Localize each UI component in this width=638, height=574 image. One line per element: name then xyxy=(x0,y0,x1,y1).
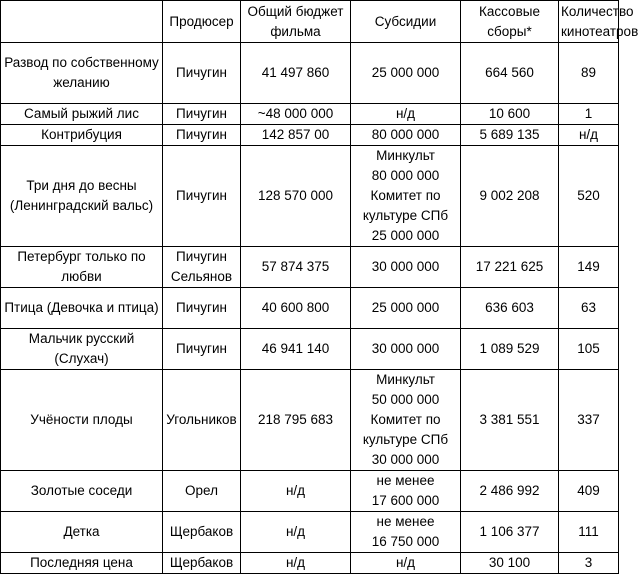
cell-boxoffice: 17 221 625 xyxy=(461,247,559,288)
subsidy-line: 25 000 000 xyxy=(371,228,440,243)
cell-theaters: н/д xyxy=(559,125,619,146)
table-row xyxy=(1,125,619,146)
subsidy-line: 25 000 000 xyxy=(371,65,440,80)
cell-budget: н/д xyxy=(241,512,351,553)
cell-title: Контрибуция xyxy=(1,125,163,146)
table-body xyxy=(1,43,619,574)
table-row xyxy=(1,288,619,329)
cell-title: Развод по собственному желанию xyxy=(1,43,163,104)
cell-producer: Пичугин xyxy=(163,125,241,146)
cell-theaters: 149 xyxy=(559,247,619,288)
cell-budget: 46 941 140 xyxy=(241,329,351,370)
subsidy-line: н/д xyxy=(395,555,416,570)
subsidy-line: не менее xyxy=(376,473,435,488)
cell-subsidy xyxy=(351,370,461,471)
cell-boxoffice: 1 089 529 xyxy=(461,329,559,370)
cell-budget: н/д xyxy=(241,471,351,512)
cell-subsidy xyxy=(351,104,461,125)
cell-boxoffice: 664 560 xyxy=(461,43,559,104)
header-boxoffice: Кассовые сборы* xyxy=(461,1,559,43)
cell-budget: 142 857 00 xyxy=(241,125,351,146)
cell-theaters: 111 xyxy=(559,512,619,553)
cell-boxoffice: 3 381 551 xyxy=(461,370,559,471)
cell-producer: Угольников xyxy=(163,370,241,471)
table-row xyxy=(1,471,619,512)
cell-subsidy xyxy=(351,329,461,370)
subsidy-line: 30 000 000 xyxy=(371,259,440,274)
table-row xyxy=(1,553,619,574)
subsidy-line: 80 000 000 xyxy=(371,127,440,142)
table-row xyxy=(1,247,619,288)
header-subsidy: Субсидии xyxy=(351,1,461,43)
subsidy-line: Комитет по xyxy=(370,412,441,427)
subsidy-line: н/д xyxy=(395,106,416,121)
cell-subsidy xyxy=(351,288,461,329)
cell-budget: 40 600 800 xyxy=(241,288,351,329)
cell-subsidy xyxy=(351,247,461,288)
cell-budget: 128 570 000 xyxy=(241,146,351,247)
cell-theaters: 63 xyxy=(559,288,619,329)
header-budget: Общий бюджет фильма xyxy=(241,1,351,43)
subsidy-line: культуре СПб xyxy=(362,208,449,223)
cell-title: Три дня до весны (Ленинградский вальс) xyxy=(1,146,163,247)
cell-producer: Щербаков xyxy=(163,553,241,574)
table-row xyxy=(1,43,619,104)
subsidy-line: Минкульт xyxy=(376,372,435,387)
table-row xyxy=(1,370,619,471)
cell-boxoffice: 9 002 208 xyxy=(461,146,559,247)
cell-theaters: 337 xyxy=(559,370,619,471)
cell-theaters: 1 xyxy=(559,104,619,125)
subsidy-line: 17 600 000 xyxy=(371,493,440,508)
header-title xyxy=(1,1,163,43)
cell-boxoffice: 636 603 xyxy=(461,288,559,329)
cell-producer: Пичугин Сельянов xyxy=(163,247,241,288)
cell-budget: 41 497 860 xyxy=(241,43,351,104)
cell-subsidy xyxy=(351,471,461,512)
cell-theaters: 89 xyxy=(559,43,619,104)
subsidy-line: Комитет по xyxy=(370,188,441,203)
cell-boxoffice: 1 106 377 xyxy=(461,512,559,553)
cell-producer: Щербаков xyxy=(163,512,241,553)
header-producer: Продюсер xyxy=(163,1,241,43)
subsidy-line: Минкульт xyxy=(376,148,435,163)
cell-theaters: 105 xyxy=(559,329,619,370)
cell-subsidy xyxy=(351,125,461,146)
cell-producer: Орел xyxy=(163,471,241,512)
cell-producer: Пичугин xyxy=(163,288,241,329)
subsidy-line: 80 000 000 xyxy=(371,168,440,183)
subsidy-line: не менее xyxy=(376,514,435,529)
cell-title: Самый рыжий лис xyxy=(1,104,163,125)
cell-subsidy xyxy=(351,43,461,104)
cell-title: Детка xyxy=(1,512,163,553)
cell-boxoffice: 2 486 992 xyxy=(461,471,559,512)
subsidy-line: 30 000 000 xyxy=(371,452,440,467)
cell-boxoffice: 5 689 135 xyxy=(461,125,559,146)
cell-title: Птица (Девочка и птица) xyxy=(1,288,163,329)
subsidy-line: 16 750 000 xyxy=(371,534,440,549)
table-row xyxy=(1,512,619,553)
header-theaters: Количество кинотеатров xyxy=(559,1,619,43)
cell-theaters: 3 xyxy=(559,553,619,574)
table-row xyxy=(1,146,619,247)
subsidy-line: 25 000 000 xyxy=(371,300,440,315)
cell-producer: Пичугин xyxy=(163,329,241,370)
cell-subsidy xyxy=(351,146,461,247)
cell-title: Мальчик русский (Слухач) xyxy=(1,329,163,370)
cell-boxoffice: 10 600 xyxy=(461,104,559,125)
cell-producer: Пичугин xyxy=(163,146,241,247)
subsidy-line: культуре СПб xyxy=(362,432,449,447)
cell-budget: 218 795 683 xyxy=(241,370,351,471)
cell-boxoffice: 30 100 xyxy=(461,553,559,574)
cell-theaters: 520 xyxy=(559,146,619,247)
cell-title: Учёности плоды xyxy=(1,370,163,471)
cell-producer: Пичугин xyxy=(163,104,241,125)
table-row xyxy=(1,329,619,370)
cell-title: Петербург только по любви xyxy=(1,247,163,288)
cell-budget: ~48 000 000 xyxy=(241,104,351,125)
cell-theaters: 409 xyxy=(559,471,619,512)
header-row xyxy=(1,1,619,43)
cell-budget: н/д xyxy=(241,553,351,574)
cell-subsidy xyxy=(351,553,461,574)
subsidy-line: 30 000 000 xyxy=(371,341,440,356)
table-row xyxy=(1,104,619,125)
cell-producer: Пичугин xyxy=(163,43,241,104)
cell-budget: 57 874 375 xyxy=(241,247,351,288)
cell-subsidy xyxy=(351,512,461,553)
subsidy-line: 50 000 000 xyxy=(371,392,440,407)
cell-title: Золотые соседи xyxy=(1,471,163,512)
cell-title: Последняя цена xyxy=(1,553,163,574)
